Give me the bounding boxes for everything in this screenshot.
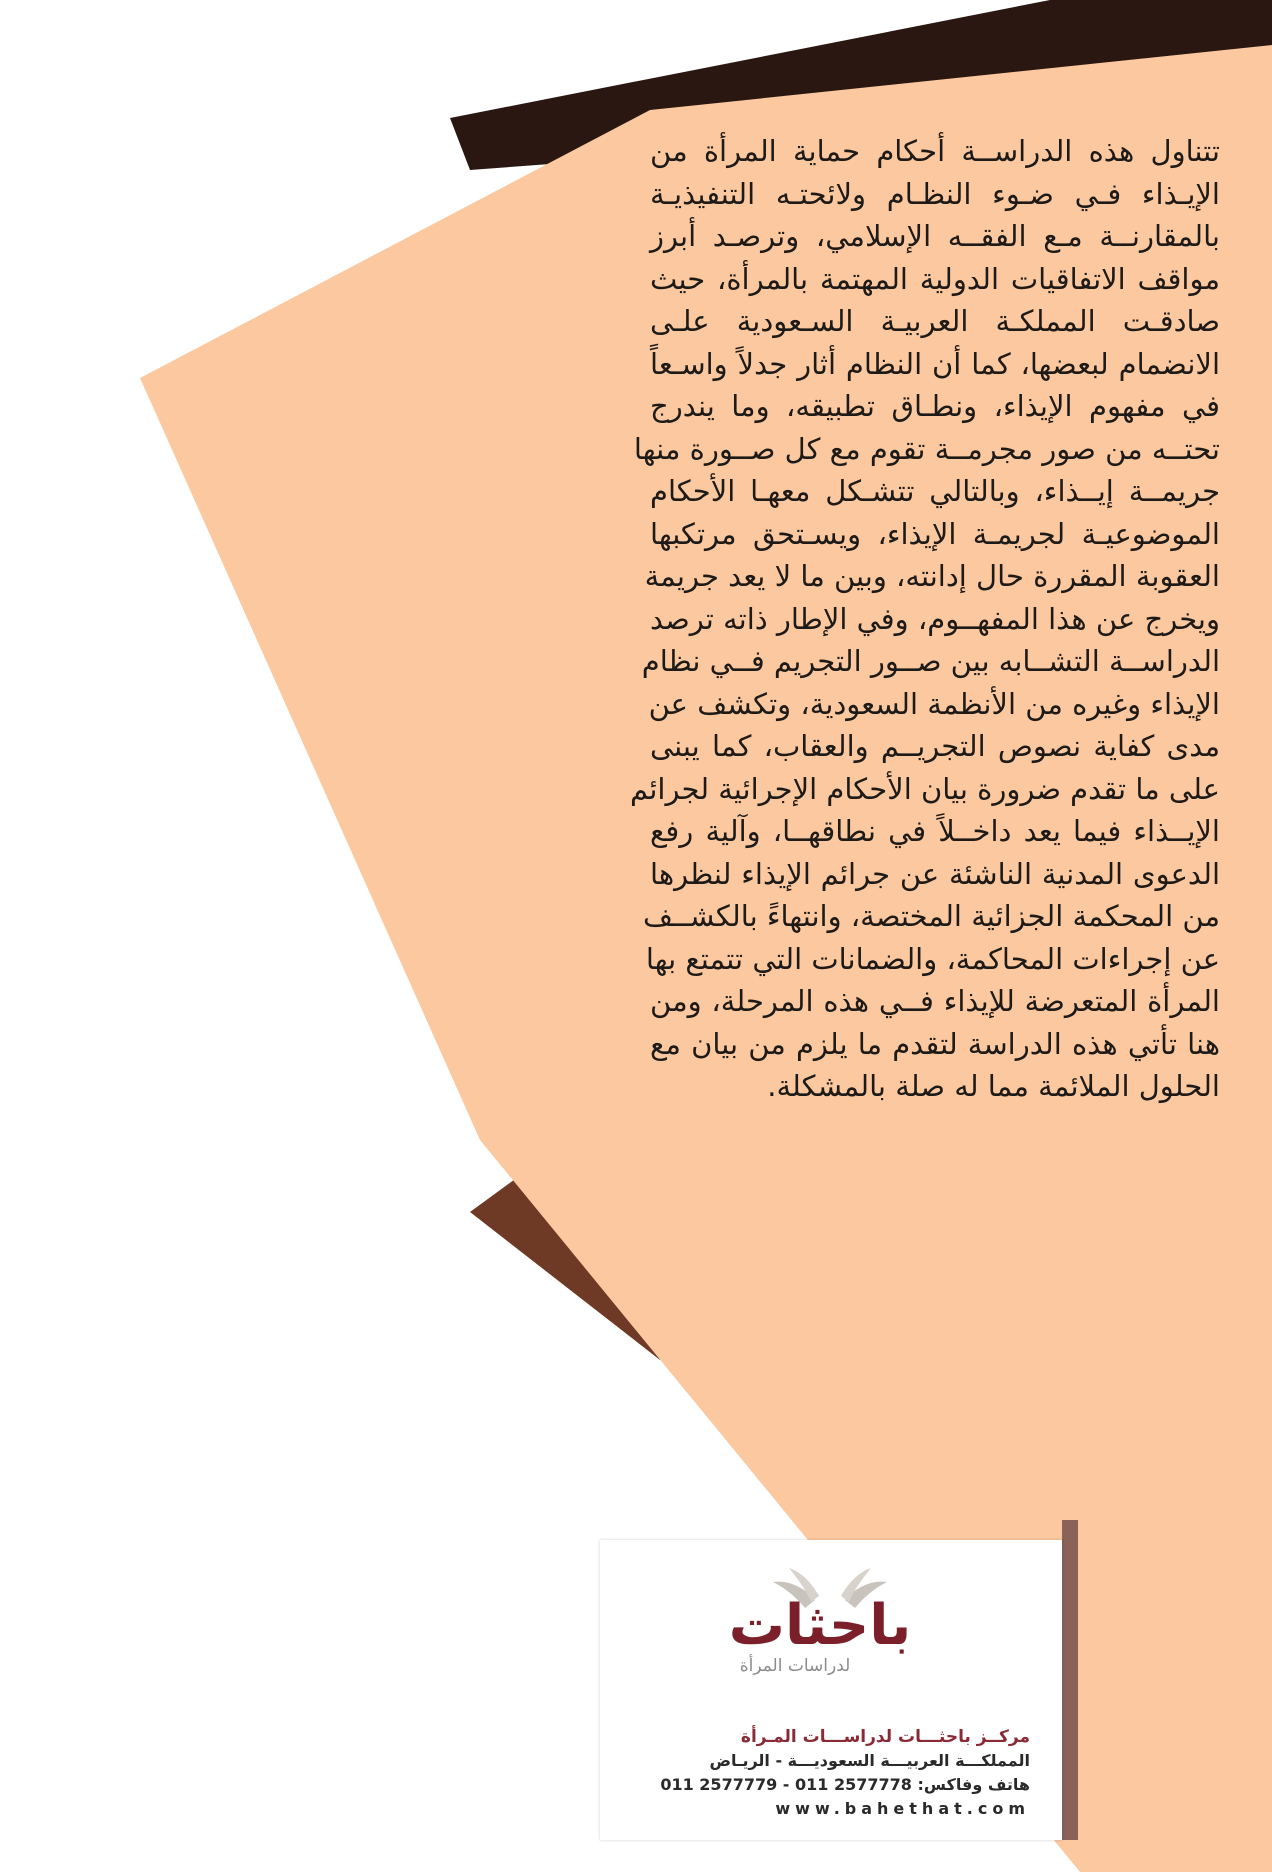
body-text-line: المرأة المتعرضة للإيذاء فــي هذه المرحلة، ومن	[650, 984, 1220, 1018]
body-text-line: الدراســة التشــابه بين صــور التجريم فــي نظام	[641, 644, 1220, 678]
body-text-line: هنا تأتي هذه الدراسة لتقدم ما يلزم من بيان مع	[650, 1026, 1220, 1061]
body-text-line: الإيذاء وغيره من الأنظمة السعودية، وتكشف عن	[648, 686, 1220, 721]
body-text-line: ويخرج عن هذا المفهــوم، وفي الإطار ذاته ترصد	[649, 601, 1220, 636]
body-text-line: جريمــة إيــذاء، وبالتالي تتشـكل معهـا الأحكام	[650, 474, 1220, 508]
body-text-line: الحلول الملائمة مما له صلة بالمشكلة.	[767, 1069, 1220, 1103]
publisher-organization: مركــز باحثـــات لدراســـات المـرأة	[740, 1727, 1030, 1747]
body-text-line: الإيــذاء فيما يعد داخــلاً في نطاقهــا، وآلية رفع	[650, 814, 1220, 848]
body-text-line: الإيـذاء فـي ضـوء النظـام ولائحتـه التنفيذيـة	[650, 176, 1220, 211]
publisher-location: المملكـــة العربيـــة السعوديـــة - الريـاض	[709, 1751, 1030, 1770]
body-text-line: عن إجراءات المحاكمة، والضمانات التي تتمتع بها	[645, 941, 1220, 976]
publisher-contact-block	[630, 1725, 1030, 1821]
publisher-logo-card	[600, 1540, 1062, 1840]
publisher-logo-name: باحثات	[728, 1593, 912, 1658]
body-text-line: العقوبة المقررة حال إدانته، وبين ما لا يعد جريمة	[644, 559, 1220, 593]
body-text-line: الانضمام لبعضها، كما أن النظام أثار جدلاً واسـعاً	[650, 346, 1220, 381]
body-text-line: تتناول هذه الدراســة أحكام حماية المرأة من	[650, 134, 1220, 168]
body-text-line: الموضوعيـة لجريمـة الإيذاء، ويسـتحق مرتكبها	[650, 516, 1220, 551]
body-text-line: بالمقارنــة مـع الفقــه الإسلامي، وترصـد أبرز	[650, 219, 1220, 253]
body-text-line: من المحكمة الجزائية المختصة، وانتهاءً بالكشــف	[643, 899, 1220, 933]
logo-card-accent-bar	[1062, 1520, 1078, 1840]
body-text-line: مدى كفاية نصوص التجريــم والعقاب، كما يبنى	[650, 729, 1220, 763]
body-text-line: مواقف الاتفاقيات الدولية المهتمة بالمرأة، حيث	[650, 261, 1220, 296]
back-cover-description	[630, 130, 1220, 1108]
publisher-website[interactable]: www.bahethat.com	[775, 1799, 1030, 1818]
body-text-line: صادقـت المملكـة العربيـة السـعودية علـى	[650, 304, 1220, 338]
publisher-logo-tagline: لدراسات المرأة	[739, 1656, 851, 1676]
body-text-line: الدعوى المدنية الناشئة عن جرائم الإيذاء لنظرها	[650, 856, 1220, 891]
body-text-line: في مفهوم الإيذاء، ونطـاق تطبيقه، وما يندرج	[650, 389, 1220, 423]
publisher-phone-fax: هاتف وفاكس: 2577778 011 - 2577779 011	[660, 1775, 1030, 1794]
body-text-line: تحتــه من صور مجرمــة تقوم مع كل صــورة منها	[633, 431, 1220, 466]
body-text-line: على ما تقدم ضرورة بيان الأحكام الإجرائية لجرائم	[630, 771, 1220, 806]
